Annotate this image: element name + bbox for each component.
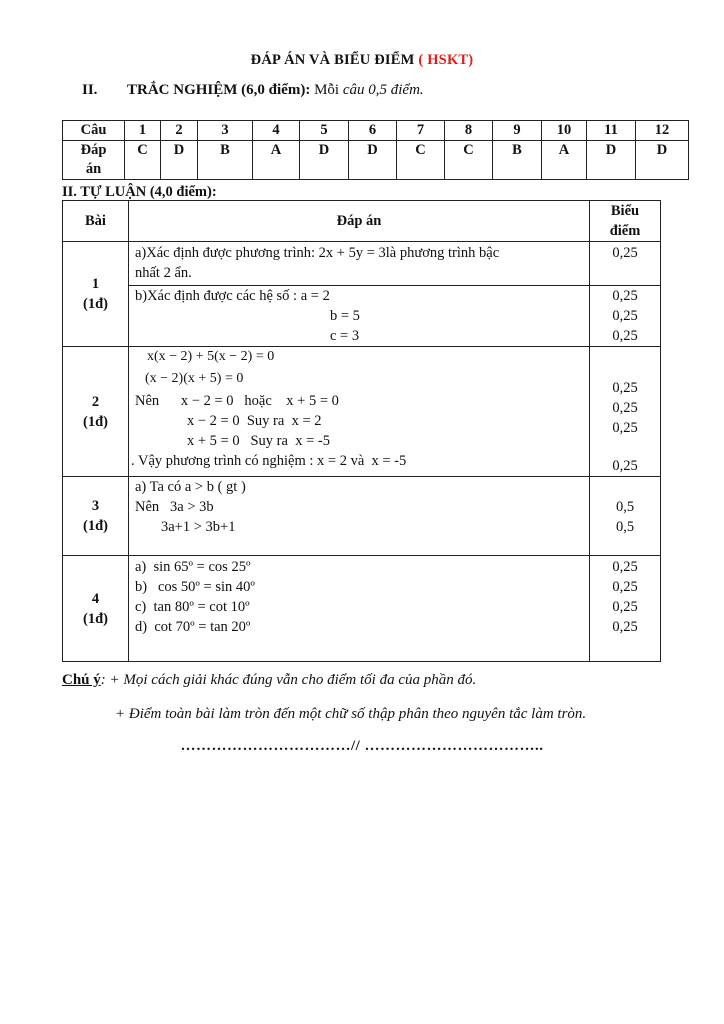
footer-divider-dots: ……………………………// ……………………………..: [180, 738, 544, 754]
note-line1: [62, 672, 476, 689]
section-heading: TRẮC NGHIỆM (6,0 điểm):: [127, 82, 311, 98]
q3-line3: 3a+1 > 3b+1: [161, 519, 236, 535]
mc-question: 10: [542, 121, 587, 141]
q4-score: 0,25: [612, 619, 638, 635]
q2-line3-eq-b: x + 5 = 0: [286, 393, 339, 409]
q1-points: (1đ): [83, 296, 108, 312]
essay-answer-table: [62, 200, 661, 662]
mc-answer: C: [125, 141, 161, 180]
mc-question: 12: [636, 121, 689, 141]
mc-row-label-line2: án: [85, 161, 102, 177]
q3-label: 3: [91, 498, 100, 514]
q3-score: 0,5: [615, 499, 635, 515]
header-bieudiem-line1: Biểu: [610, 203, 640, 219]
mc-answer: C: [397, 141, 445, 180]
q2-line5-eq-a: x + 5 = 0: [187, 433, 240, 449]
page-title: [0, 52, 724, 69]
mc-row-label: Câu: [63, 121, 125, 141]
q2-line3-pre: Nên: [135, 393, 160, 409]
q4-label-cell: [63, 556, 129, 662]
q1b-score: 0,25: [612, 328, 638, 344]
q2-answer: [129, 347, 590, 477]
q2-line3-mid: hoặc: [244, 393, 272, 409]
mc-question: 5: [300, 121, 349, 141]
q2-score: 0,25: [612, 458, 638, 474]
q1a-text-line2: nhất 2 ẩn.: [135, 265, 192, 281]
essay-row-q4: [63, 556, 661, 662]
mc-answer: A: [253, 141, 300, 180]
mc-row-label: [63, 141, 125, 180]
mc-question: 3: [198, 121, 253, 141]
q4-line3: c) tan 80º = cot 10º: [135, 599, 250, 615]
q4-line1: a) sin 65º = cos 25º: [135, 559, 251, 575]
section-note-plain: Mỗi: [314, 82, 340, 98]
q1b-line1: b)Xác định được các hệ số : a = 2: [135, 288, 330, 304]
q2-line3-eq-a: x − 2 = 0: [180, 393, 234, 409]
mc-question: 2: [161, 121, 198, 141]
mc-row-label-line1: Đáp: [80, 142, 107, 158]
q4-line2: b) cos 50º = sin 40º: [135, 579, 255, 595]
q4-points: (1đ): [83, 610, 108, 627]
q1a-answer: [129, 242, 590, 286]
q4-score: 0,25: [612, 579, 638, 595]
header-bai: Bài: [63, 201, 129, 242]
q2-points: (1đ): [83, 413, 108, 430]
q2-line4-eq-b: x = 2: [291, 413, 322, 429]
mc-question: 9: [493, 121, 542, 141]
multiple-choice-answer-table: [62, 120, 689, 180]
header-bieudiem: [590, 201, 661, 242]
mc-answer: A: [542, 141, 587, 180]
mc-answer-row: [63, 141, 689, 180]
mc-question: 11: [587, 121, 636, 141]
mc-question: 6: [349, 121, 397, 141]
q1b-answer: [129, 286, 590, 347]
mc-answer: D: [161, 141, 198, 180]
q1a-text-pre: a)Xác định được phương trình:: [135, 245, 316, 261]
mc-answer: B: [198, 141, 253, 180]
q1a-score: 0,25: [590, 242, 661, 286]
q2-score: 0,25: [612, 420, 638, 436]
q2-scores: [590, 347, 661, 477]
q3-line1: a) Ta có a > b ( gt ): [135, 479, 246, 495]
q1a-text-post: là phương trình bậc: [385, 245, 500, 261]
q2-line5-eq-b: x = -5: [295, 433, 330, 449]
q3-line2: Nên 3a > 3b: [135, 499, 214, 515]
essay-row-q2: [63, 347, 661, 477]
mc-answer: D: [349, 141, 397, 180]
q1-label: 1: [91, 276, 100, 292]
q1b-line2: b = 5: [330, 308, 360, 324]
essay-header-row: [63, 201, 661, 242]
q2-line5-mid: Suy ra: [250, 433, 288, 449]
mc-answer: C: [445, 141, 493, 180]
mc-answer: D: [300, 141, 349, 180]
header-dapan: Đáp án: [129, 201, 590, 242]
mc-question: 8: [445, 121, 493, 141]
q1-label-cell: [63, 242, 129, 347]
note-label: Chú ý: [62, 672, 101, 688]
q4-score: 0,25: [612, 599, 638, 615]
mc-question-row: [63, 121, 689, 141]
q4-line4: d) cot 70º = tan 20º: [135, 619, 251, 635]
title-tag: ( HSKT): [418, 52, 474, 68]
q3-answer: [129, 477, 590, 556]
q4-label: 4: [91, 590, 100, 607]
essay-row-q3: [63, 477, 661, 556]
mc-question: 1: [125, 121, 161, 141]
essay-row-q1a: [63, 242, 661, 286]
q3-score: 0,5: [615, 519, 635, 535]
q1b-score: 0,25: [612, 288, 638, 304]
section-multiple-choice-heading: [82, 82, 424, 99]
q1b-scores: [590, 286, 661, 347]
q2-line4-mid: Suy ra: [246, 413, 285, 429]
section-number: II.: [82, 82, 98, 98]
q2-label: 2: [91, 393, 100, 410]
mc-answer: D: [587, 141, 636, 180]
q1b-score: 0,25: [612, 308, 638, 324]
note-text1: : + Mọi cách giải khác đúng vẫn cho điểm tối đa của phần đó.: [100, 672, 477, 688]
q1a-equation: 2x + 5y = 3: [318, 245, 386, 261]
q2-line2: (x − 2)(x + 5) = 0: [145, 371, 244, 386]
mc-question: 7: [397, 121, 445, 141]
q4-score: 0,25: [612, 559, 638, 575]
q3-points: (1đ): [83, 518, 108, 534]
title-text: ĐÁP ÁN VÀ BIỂU ĐIỂM: [250, 52, 415, 68]
q2-score: 0,25: [612, 400, 638, 416]
mc-answer: B: [493, 141, 542, 180]
q2-line1: x(x − 2) + 5(x − 2) = 0: [147, 349, 275, 364]
q2-label-cell: [63, 347, 129, 477]
q4-answer: [129, 556, 590, 662]
q1b-line3: c = 3: [330, 328, 360, 344]
q4-scores: [590, 556, 661, 662]
essay-row-q1b: [63, 286, 661, 347]
header-bieudiem-line2: điểm: [609, 223, 641, 239]
q2-line4-eq-a: x − 2 = 0: [187, 413, 240, 429]
mc-question: 4: [253, 121, 300, 141]
q2-line6: . Vậy phương trình có nghiệm : x = 2 và x = -5: [131, 453, 407, 469]
note-line2: + Điểm toàn bài làm tròn đến một chữ số thập phân theo nguyên tắc làm tròn.: [115, 706, 587, 722]
q3-label-cell: [63, 477, 129, 556]
q3-scores: [590, 477, 661, 556]
section-note-italic: câu 0,5 điểm.: [342, 82, 424, 98]
q2-score: 0,25: [612, 380, 638, 396]
mc-answer: D: [636, 141, 689, 180]
section-essay-heading: II. TỰ LUẬN (4,0 điểm):: [62, 184, 217, 200]
